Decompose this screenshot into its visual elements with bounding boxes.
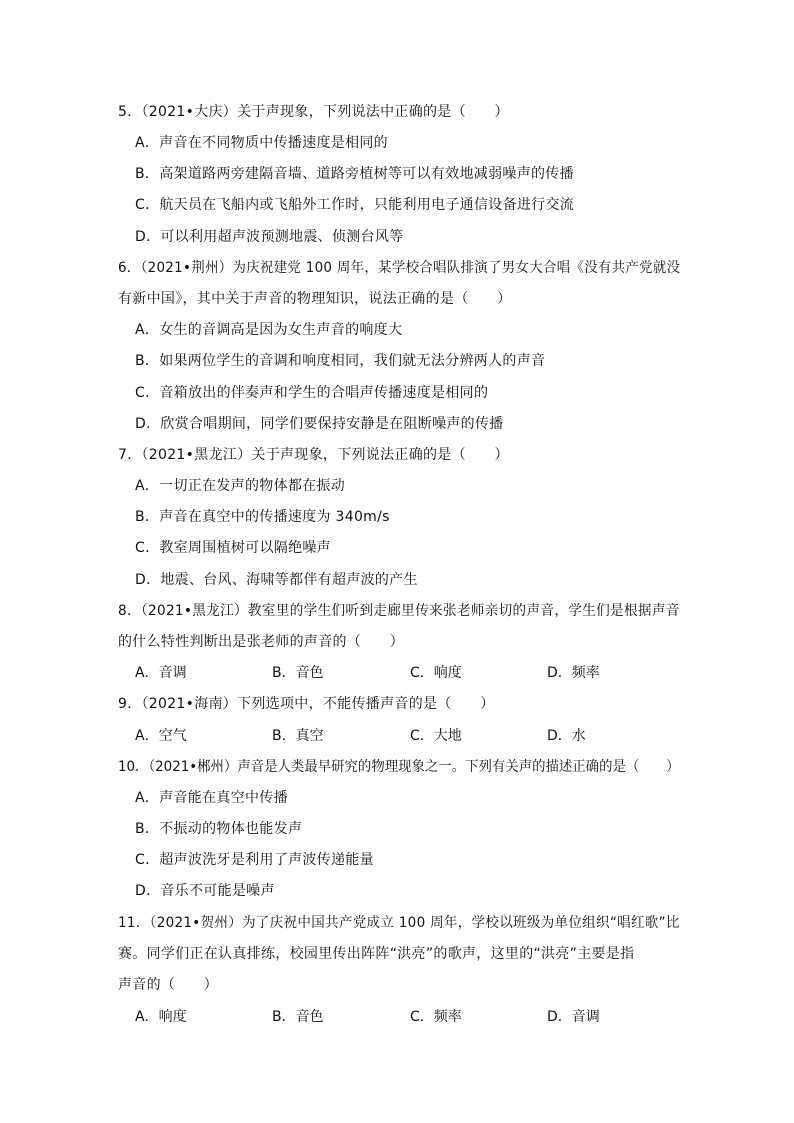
question-10-option-c: C．超声波洗牙是利用了声波传递能量 — [135, 852, 374, 868]
question-5-option-d: D．可以利用超声波预测地震、侦测台风等 — [135, 229, 404, 245]
question-9-option-d: D．水 — [547, 728, 586, 744]
question-11-option-d: D．音调 — [547, 1009, 600, 1025]
question-5-option-b: B．高架道路两旁建隔音墙、道路旁植树等可以有效地减弱噪声的传播 — [135, 166, 574, 182]
question-11-option-a: A．响度 — [135, 1009, 187, 1025]
question-8-stem-line-1: 8．（2021•黑龙江）教室里的学生们听到走廊里传来张老师亲切的声音，学生们是根据声音 — [118, 603, 680, 619]
question-11-options — [135, 1007, 695, 1027]
question-6-option-c: C．音箱放出的伴奏声和学生的合唱声传播速度是相同的 — [135, 385, 489, 401]
question-9-option-b: B．真空 — [272, 728, 324, 744]
question-7-option-c: C．教室周围植树可以隔绝噪声 — [135, 540, 331, 556]
question-11-stem-line-2: 赛。同学们正在认真排练，校园里传出阵阵“洪亮”的歌声，这里的“洪亮”主要是指 — [118, 946, 635, 962]
question-6-option-d: D．欣赏合唱期间，同学们要保持安静是在阻断噪声的传播 — [135, 416, 504, 432]
question-9-option-a: A．空气 — [135, 728, 187, 744]
question-9-options — [135, 726, 695, 746]
question-10-stem: 10．（2021•郴州）声音是人类最早研究的物理现象之一。下列有关声的描述正确的是（ ） — [118, 759, 680, 775]
question-9-option-c: C．大地 — [410, 728, 462, 744]
question-7-option-a: A．一切正在发声的物体都在振动 — [135, 478, 346, 494]
question-8-option-d: D．频率 — [547, 665, 600, 681]
question-5-option-a: A．声音在不同物质中传播速度是相同的 — [135, 135, 388, 151]
question-11-stem-line-3: 声音的（ ） — [118, 977, 219, 993]
question-11-option-b: B．音色 — [272, 1009, 324, 1025]
question-9-stem: 9．（2021•海南）下列选项中，不能传播声音的是（ ） — [118, 696, 495, 712]
question-5-option-c: C．航天员在飞船内或飞船外工作时，只能利用电子通信设备进行交流 — [135, 197, 575, 213]
question-10-option-d: D．音乐不可能是噪声 — [135, 883, 275, 899]
question-8-option-b: B．音色 — [272, 665, 324, 681]
question-7-option-b: B．声音在真空中的传播速度为 340m/s — [135, 509, 390, 525]
question-5-stem: 5．（2021•大庆）关于声现象，下列说法中正确的是（ ） — [118, 104, 509, 120]
question-8-option-a: A．音调 — [135, 665, 187, 681]
question-7-stem: 7．（2021•黑龙江）关于声现象，下列说法正确的是（ ） — [118, 447, 509, 463]
question-10-option-a: A．声音能在真空中传播 — [135, 790, 288, 806]
question-11-option-c: C．频率 — [410, 1009, 462, 1025]
question-8-options — [135, 663, 695, 683]
question-6-option-a: A．女生的音调高是因为女生声音的响度大 — [135, 322, 403, 338]
question-6-stem-line-1: 6．（2021•荆州）为庆祝建党 100 周年，某学校合唱队排演了男女大合唱《没有共产党就没 — [118, 260, 681, 276]
question-6-option-b: B．如果两位学生的音调和响度相同，我们就无法分辨两人的声音 — [135, 353, 546, 369]
question-7-option-d: D．地震、台风、海啸等都伴有超声波的产生 — [135, 572, 418, 588]
question-11-stem-line-1: 11．（2021•贺州）为了庆祝中国共产党成立 100 周年，学校以班级为单位组织“唱红歌”比 — [118, 915, 680, 931]
question-8-stem-line-2: 的什么特性判断出是张老师的声音的（ ） — [118, 634, 404, 650]
question-10-option-b: B．不振动的物体也能发声 — [135, 821, 303, 837]
question-6-stem-line-2: 有新中国》，其中关于声音的物理知识，说法正确的是（ ） — [118, 291, 512, 307]
question-8-option-c: C．响度 — [410, 665, 462, 681]
